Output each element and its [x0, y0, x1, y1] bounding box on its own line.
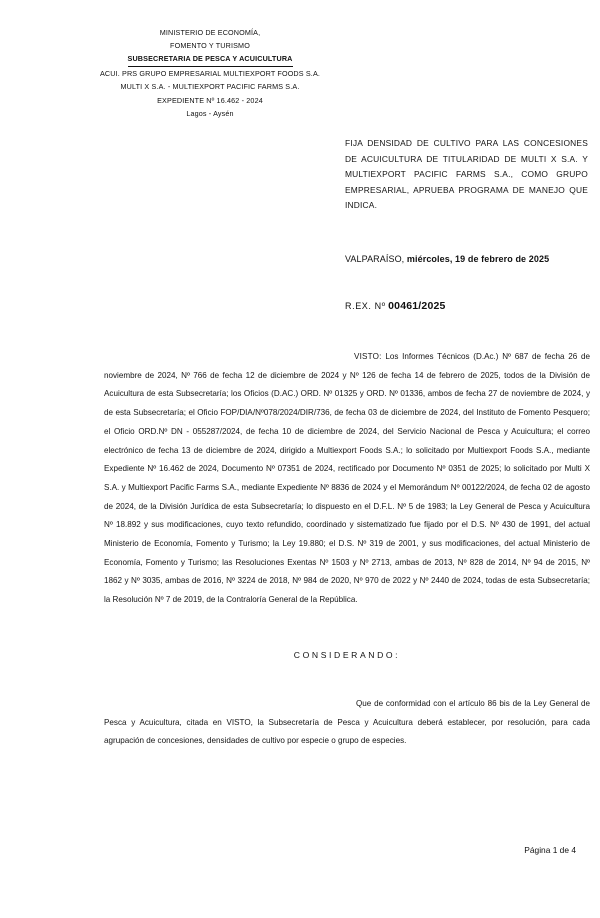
- letterhead-ministry-line1: MINISTERIO DE ECONOMÍA,: [159, 28, 261, 37]
- letterhead-companies: MULTI X S.A. - MULTIEXPORT PACIFIC FARMS S.A.: [120, 82, 300, 92]
- page-footer: Página 1 de 4: [524, 845, 576, 855]
- considerando-heading: CONSIDERANDO:: [293, 650, 401, 660]
- letterhead-group-company: ACUI. PRS GRUPO EMPRESARIAL MULTIEXPORT FOODS S.A.: [99, 69, 321, 79]
- visto-body: Los Informes Técnicos (D.Ac.) Nº 687 de fecha 26 de noviembre de 2024, Nº 766 de fecha 12 de diciembre de 2024 y Nº 126 de fecha 14 de febrero de 2025, todos de la División de Acuicultura de esta Subsecretaría; los Oficios (D.AC.) ORD. Nº 01325 y ORD. Nº 01336, ambos de fecha 27 de noviembre de 2024, y de esta Subsecretaría; el Oficio FOP/DIA/Nº078/2024/DIR/736, de fecha 03 de diciembre de 2024, del Instituto de Fomento Pesquero; el Oficio ORD.Nº DN - 055287/2024, de fecha 10 de diciembre de 2024, del Servicio Nacional de Pesca y Acuicultura; el correo electrónico de fecha 13 de diciembre de 2024, dirigido a Multiexport Foods S.A.; lo solicitado por Multiexport Foods S.A., mediante Expediente Nº 16.462 de 2024, Documento Nº 07351 de 2024, rectificado por Documento Nº 0351 de 2025; lo solicitado por Multi X S.A. y Multiexport Pacific Farms S.A., mediante Expediente Nº 8836 de 2024 y el Memorándum Nº 00122/2024, de fecha 02 de agosto de 2024, de la División Jurídica de esta Subsecretaría; lo dispuesto en el D.F.L. Nº 5 de 1983; la Ley General de Pesca y Acuicultura Nº 18.892 y sus modificaciones, cuyo texto refundido, coordinado y sistematizado fue fijado por el D.S. Nº 430 de 1991, del actual Ministerio de Economía, Fomento y Turismo; la Ley 19.880; el D.S. Nº 319 de 2001, y sus modificaciones, del actual Ministerio de Economía, Fomento y Turismo; las Resoluciones Exentas Nº 1503 y Nº 2713, ambas de 2013, Nº 828 de 2014, Nº 94 de 2015, Nº 1862 y Nº 3035, ambas de 2016, Nº 3224 de 2018, Nº 984 de 2020, Nº 970 de 2022 y Nº 2440 de 2024, todas de esta Subsecretaría; la Resolución Nº 7 de 2019, de la Contraloría General de la República.: [104, 352, 590, 605]
- subject-summary: FIJA DENSIDAD DE CULTIVO PARA LAS CONCESIONES DE ACUICULTURA DE TITULARIDAD DE MULTI X S.A. Y MULTIEXPORT PACIFIC FARMS S.A., COMO GRUPO EMPRESARIAL, APRUEBA PROGRAMA DE MANEJO QUE INDICA.: [345, 138, 588, 210]
- issue-date: miércoles, 19 de febrero de 2025: [406, 254, 550, 264]
- visto-keyword: VISTO:: [354, 352, 382, 361]
- resolution-number: 00461/2025: [388, 300, 446, 312]
- letterhead-region: Lagos - Aysén: [186, 108, 234, 118]
- visto-paragraph: [104, 348, 590, 610]
- place-date-line: [345, 254, 595, 264]
- resolution-label: R.EX. Nº: [345, 301, 386, 311]
- place-city: VALPARAÍSO,: [345, 254, 405, 264]
- letterhead-subsecretary-text: SUBSECRETARIA DE PESCA Y ACUICULTURA: [128, 52, 293, 67]
- considerando-paragraph: Que de conformidad con el artículo 86 bis de la Ley General de Pesca y Acuicultura, citada en VISTO, la Subsecretaría de Pesca y Acuicultura deberá establecer, por resolución, para cada agrupación de concesiones, densidades de cultivo por especie o grupo de especies.: [104, 699, 590, 746]
- letterhead: [60, 26, 360, 120]
- resolution-number-line: [345, 300, 595, 312]
- letterhead-file-number: EXPEDIENTE Nº 16.462 - 2024: [157, 95, 263, 105]
- letterhead-ministry-line2: FOMENTO Y TURISMO: [170, 41, 250, 51]
- letterhead-subsecretary: [60, 52, 360, 67]
